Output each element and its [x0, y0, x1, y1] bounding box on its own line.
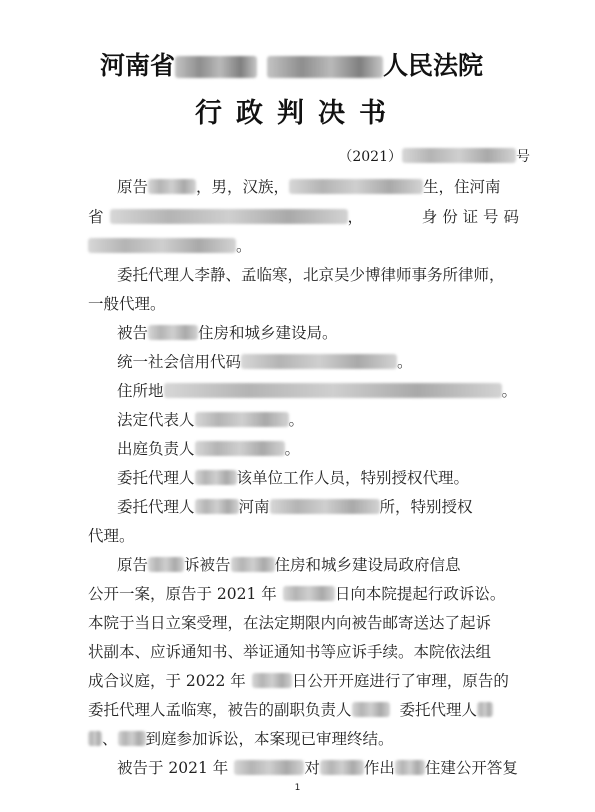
redacted-plaintiff-name-2 — [148, 557, 184, 572]
procedure-line-3: 本院于当日立案受理，在法定期限内向被告邮寄送达了起诉 — [88, 614, 492, 632]
redacted-defendant-name — [148, 325, 198, 340]
redacted-agent-name-4 — [88, 731, 102, 746]
redacted-agent-name-3 — [477, 702, 493, 717]
redacted-credit-code — [241, 354, 397, 369]
redacted-legal-representative — [195, 412, 289, 427]
redacted-agent-name-5 — [118, 731, 146, 746]
legal-representative-line: 法定代表人 。 — [117, 411, 305, 429]
redacted-decision-date — [234, 760, 304, 775]
decision-line-1: 被告于 2021 年 对 作出 住建公开答复 — [117, 759, 518, 777]
redacted-law-firm — [270, 499, 380, 514]
procedure-line-6: 委托代理人孟临寒，被告的副职负责人 委托代理人 — [88, 695, 519, 725]
court-officer-line: 出庭负责人 。 — [117, 440, 301, 458]
redacted-court-officer — [195, 441, 285, 456]
document-title: 行政判决书 — [195, 98, 400, 129]
defendant-agent-line-1: 委托代理人 该单位工作人员，特别授权代理。 — [117, 469, 470, 487]
plaintiff-agent-line-2: 一般代理。 — [88, 295, 166, 313]
redacted-case-number — [402, 148, 516, 163]
redacted-plaintiff-address — [110, 209, 348, 224]
defendant-agent-line-2: 委托代理人 河南 所，特别授权 — [117, 498, 473, 516]
redacted-agent-name-1 — [195, 470, 237, 485]
procedure-line-7: 、 到庭参加诉讼，本案现已审理终结。 — [88, 724, 519, 754]
plaintiff-line-1: 原告 ，男，汉族， 生，住河南 — [117, 178, 501, 196]
redacted-plaintiff-name — [148, 179, 196, 194]
procedure-line-1: 原告 诉被告 住房和城乡建设局政府信息 — [117, 556, 461, 574]
redacted-document-number — [395, 760, 425, 775]
redacted-agent-name-2 — [195, 499, 239, 514]
redacted-filing-date — [283, 586, 335, 601]
redacted-birth-date — [289, 179, 423, 194]
court-name — [100, 48, 500, 84]
procedure-line-5: 成合议庭，于 2022 年 日公开开庭进行了审理，原告的 — [88, 672, 509, 690]
redacted-hearing-date — [252, 673, 292, 688]
redacted-defendant-name-2 — [231, 557, 275, 572]
court-suffix: 人民法院 — [383, 51, 484, 80]
plaintiff-agent-line-1: 委托代理人李静、孟临寒，北京吴少博律师事务所律师， — [117, 266, 505, 284]
redacted-court-location-2 — [267, 56, 383, 78]
case-number: （2021） 号 — [338, 149, 530, 165]
plaintiff-line-2: 省 ， 身 份 证 号 码 — [88, 208, 519, 226]
plaintiff-line-3: 。 — [88, 231, 519, 261]
court-prefix: 河南省 — [100, 51, 176, 80]
page-number: 1 — [294, 783, 301, 793]
defendant-agent-line-3: 代理。 — [88, 527, 135, 545]
defendant-line: 被告 住房和城乡建设局。 — [117, 324, 338, 342]
redacted-deputy-head — [352, 702, 390, 717]
procedure-line-2: 公开一案，原告于 2021 年 日向本院提起行政诉讼。 — [88, 585, 506, 603]
address-line: 住所地 。 — [117, 382, 518, 400]
redacted-id-number — [88, 238, 236, 253]
redacted-defendant-address — [164, 383, 502, 398]
procedure-line-4: 状副本、应诉通知书、举证通知书等应诉手续。本院依法组 — [88, 643, 492, 661]
redacted-court-location-1 — [175, 56, 257, 78]
redacted-recipient — [320, 760, 364, 775]
credit-code-line: 统一社会信用代码 。 — [117, 353, 413, 371]
